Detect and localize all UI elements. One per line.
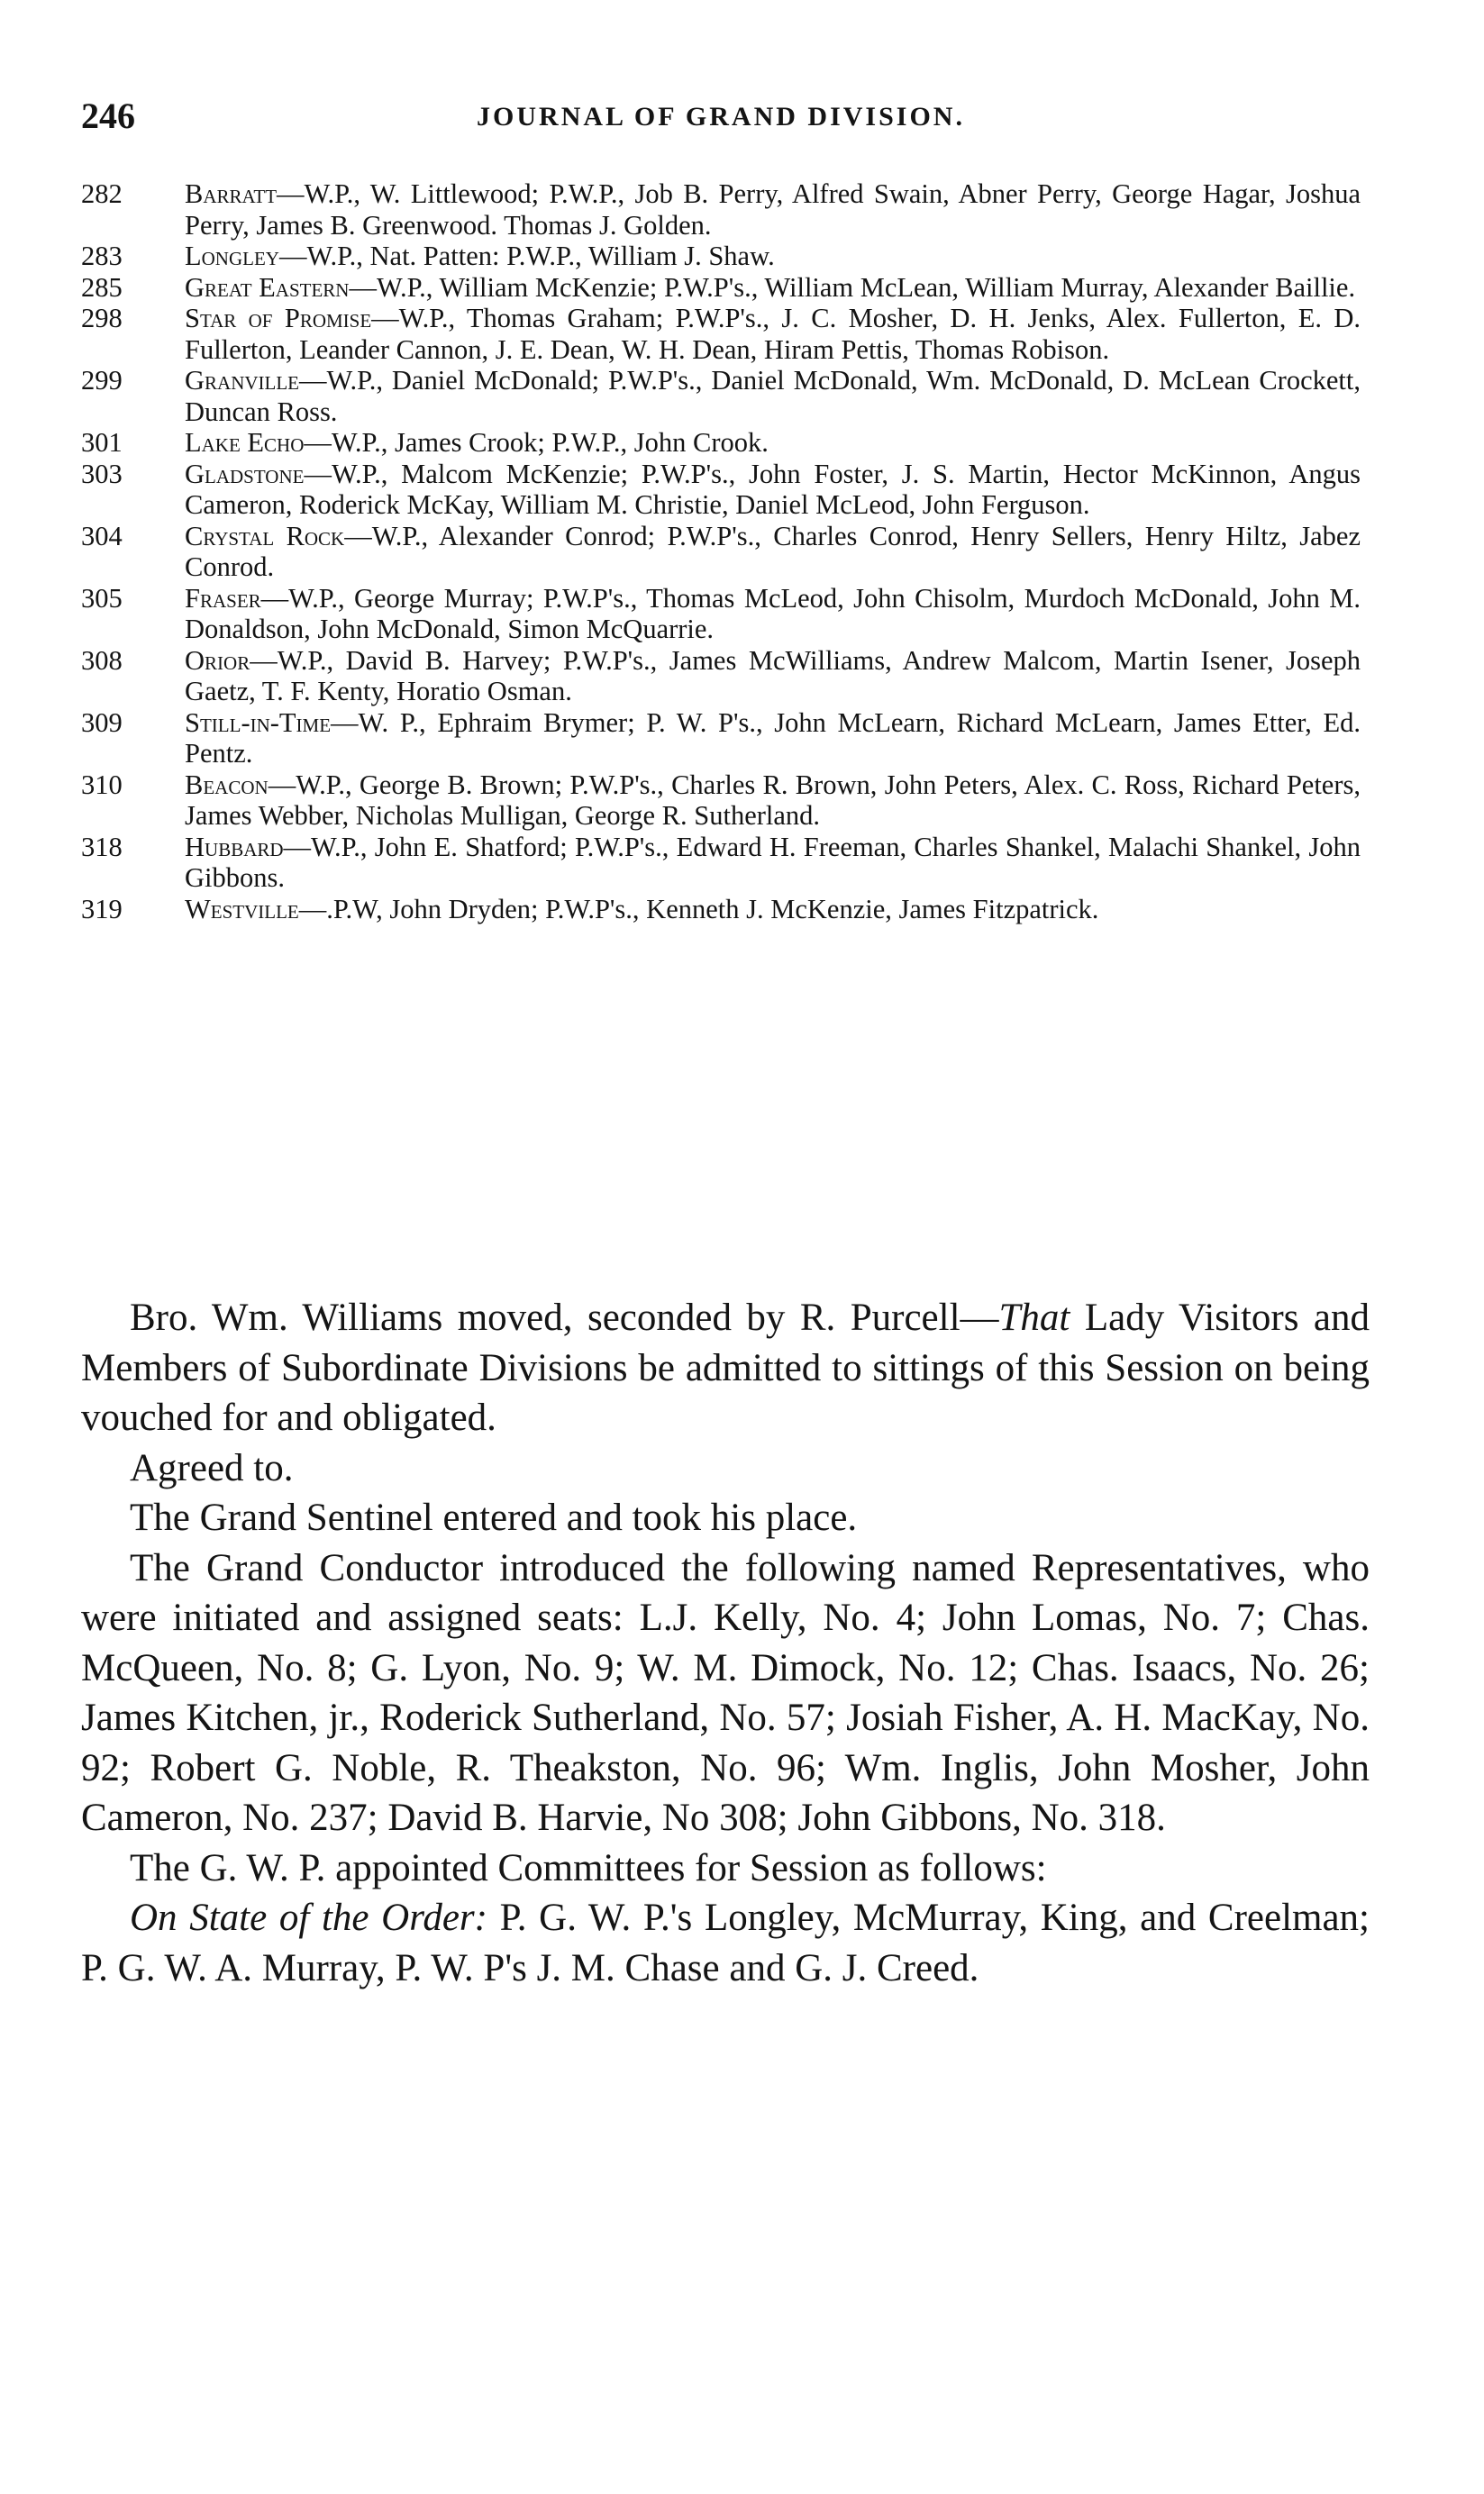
division-name: Lake Echo <box>185 427 305 458</box>
division-officers: —W.P., William McKenzie; P.W.P's., William McLean, William Murray, Alexander Baillie. <box>349 271 1356 303</box>
division-officers: —W.P., John E. Shatford; P.W.P's., Edward H. Freeman, Charles Shankel, Malachi Shankel, John Gibbons. <box>185 831 1361 893</box>
committees-paragraph: The G. W. P. appointed Committees for Session as follows: <box>130 1846 1047 1889</box>
division-name: Crystal Rock <box>185 520 345 551</box>
division-entry <box>81 303 1361 365</box>
division-officers: —.P.W, John Dryden; P.W.P's., Kenneth J. McKenzie, James Fitzpatrick. <box>298 893 1099 924</box>
division-number: 309 <box>81 706 123 738</box>
division-entry <box>81 769 1361 832</box>
committee-title: On State of the Order: <box>130 1897 487 1939</box>
division-entry <box>81 832 1361 894</box>
division-name: Beacon <box>185 769 269 800</box>
division-entries-list <box>81 178 1361 924</box>
committee-members: P. G. W. P.'s Longley, McMurray, King, and Creelman; P. G. W. A. Murray, P. W. P's J. M. Chase and G. J. Creed. <box>81 1897 1370 1989</box>
division-name: Gladstone <box>185 458 305 489</box>
division-number: 301 <box>81 427 123 458</box>
division-number: 305 <box>81 582 123 614</box>
division-number: 319 <box>81 893 123 924</box>
running-title: JOURNAL OF GRAND DIVISION. <box>477 102 965 132</box>
division-officers: —W.P., Thomas Graham; P.W.P's., J. C. Mosher, D. H. Jenks, Alex. Fullerton, E. D. Fullerton, Leander Cannon, J. E. Dean, W. H. Dean, Hiram Pettis, Thomas Robison. <box>185 303 1361 365</box>
motion-italic-word: That <box>998 1297 1070 1339</box>
division-entry <box>81 241 1361 272</box>
division-number: 310 <box>81 769 123 800</box>
division-name: Longley <box>185 241 279 271</box>
division-number: 304 <box>81 520 123 551</box>
representatives-paragraph: The Grand Conductor introduced the following named Representatives, who were initiated and assigned seats: L.J. Kelly, No. 4; John Lomas, No. 7; Chas. McQueen, No. 8; G. Lyon, No. 9; W. M. Dimock, No. 12; Chas. Isaacs, No. 26; James Kitchen, jr., Roderick Sutherland, No. 57; Josiah Fisher, A. H. MacKay, No. 92; Robert G. Noble, R. Theakston, No. 96; Wm. Inglis, John Mosher, John Cameron, No. 237; David B. Harvie, No 308; John Gibbons, No. 318. <box>81 1546 1370 1839</box>
division-name: Orior <box>185 644 250 676</box>
division-name: Still-in-Time <box>185 706 332 738</box>
division-number: 298 <box>81 303 123 333</box>
division-name: Hubbard <box>185 831 284 862</box>
division-entry <box>81 272 1361 304</box>
minutes-body <box>81 1293 1370 1993</box>
division-officers: —W.P., David B. Harvey; P.W.P's., James McWilliams, Andrew Malcom, Martin Isener, Joseph Gaetz, T. F. Kenty, Horatio Osman. <box>185 644 1361 706</box>
division-name: Granville <box>185 365 300 396</box>
division-name: Barratt <box>185 178 278 209</box>
division-officers: —W.P., Alexander Conrod; P.W.P's., Charles Conrod, Henry Sellers, Henry Hiltz, Jabez Conrod. <box>185 520 1361 582</box>
division-officers: —W.P., George Murray; P.W.P's., Thomas McLeod, John Chisolm, Murdoch McDonald, John M. Donaldson, John McDonald, Simon McQuarrie. <box>185 582 1361 644</box>
division-name: Great Eastern <box>185 271 350 303</box>
page-number: 246 <box>81 96 135 136</box>
division-number: 282 <box>81 178 123 209</box>
division-name: Fraser <box>185 582 261 614</box>
division-officers: —W.P., Nat. Patten: P.W.P., William J. Shaw. <box>278 241 775 271</box>
division-entry <box>81 521 1361 583</box>
committee-state-of-order <box>81 1893 1370 1993</box>
division-number: 283 <box>81 241 123 271</box>
division-officers: —W.P., Malcom McKenzie; P.W.P's., John Foster, J. S. Martin, Hector McKinnon, Angus Cameron, Roderick McKay, William M. Christie, Daniel McLeod, John Ferguson. <box>185 458 1361 520</box>
division-entry <box>81 178 1361 241</box>
division-number: 303 <box>81 458 123 489</box>
sentinel-paragraph: The Grand Sentinel entered and took his place. <box>130 1497 858 1539</box>
motion-paragraph <box>81 1293 1370 1443</box>
page-header <box>81 95 1361 140</box>
motion-text-continued: Lady Visitors and Members of Subordinate Divisions be admitted to sittings of this Session on being vouched for and obligated. <box>81 1297 1370 1439</box>
division-officers: —W.P., George B. Brown; P.W.P's., Charles R. Brown, John Peters, Alex. C. Ross, Richard Peters, James Webber, Nicholas Mulligan, George R. Sutherland. <box>185 769 1361 831</box>
division-name: Star of Promise <box>185 303 372 333</box>
division-entry <box>81 894 1361 925</box>
division-officers: —W.P., James Crook; P.W.P., John Crook. <box>304 427 769 458</box>
division-entry <box>81 583 1361 645</box>
division-officers: —W. P., Ephraim Brymer; P. W. P's., John McLearn, Richard McLearn, James Etter, Ed. Pentz. <box>185 706 1361 769</box>
agreed-paragraph: Agreed to. <box>130 1446 294 1489</box>
division-number: 285 <box>81 271 123 303</box>
division-number: 299 <box>81 365 123 396</box>
division-officers: —W.P., W. Littlewood; P.W.P., Job B. Perry, Alfred Swain, Abner Perry, George Hagar, Joshua Perry, James B. Greenwood. Thomas J. Golden. <box>185 178 1361 241</box>
division-entry <box>81 645 1361 707</box>
division-officers: —W.P., Daniel McDonald; P.W.P's., Daniel McDonald, Wm. McDonald, D. McLean Crockett, Duncan Ross. <box>185 365 1361 427</box>
motion-text: Bro. Wm. Williams moved, seconded by R. Purcell— <box>130 1297 999 1339</box>
division-entry <box>81 707 1361 769</box>
division-entry <box>81 427 1361 459</box>
division-entry <box>81 365 1361 427</box>
division-number: 308 <box>81 644 123 676</box>
division-name: Westville <box>185 893 299 924</box>
division-entry <box>81 459 1361 521</box>
division-number: 318 <box>81 831 123 862</box>
